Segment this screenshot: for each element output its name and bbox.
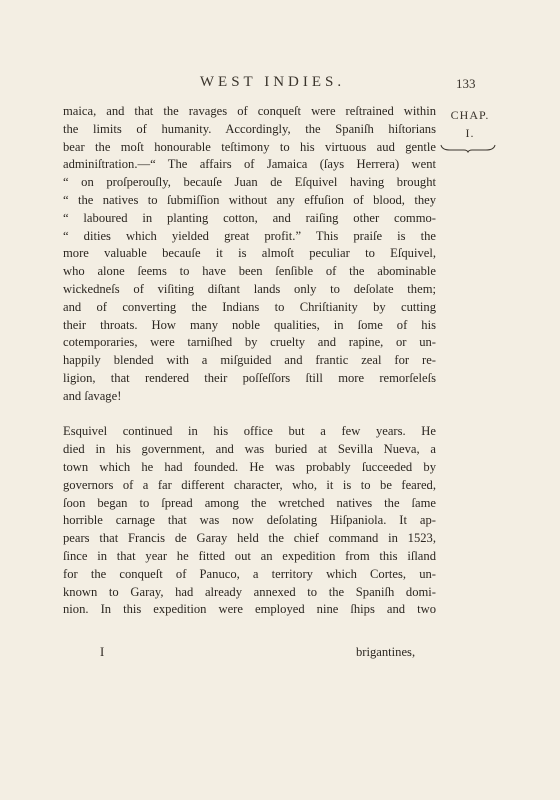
text-line: the limits of humanity. Accordingly, the Spaniſh hiſtorians bbox=[63, 121, 436, 136]
signature-mark: I bbox=[100, 645, 105, 659]
text-line: known to Garay, had already annexed to the Spaniſh domi- bbox=[63, 584, 436, 599]
text-line: pears that Francis de Garay held the chief command in 1523, bbox=[63, 531, 436, 546]
text-line: died in his government, and was buried at Sevilla Nueva, a bbox=[63, 442, 436, 457]
text-line: “ laboured in planting cotton, and raiſing other commo- bbox=[63, 210, 436, 225]
chapter-number: I. bbox=[465, 126, 475, 140]
text-line: governors of a far different character, who, it is to be feared, bbox=[63, 477, 436, 492]
chapter-label: CHAP. bbox=[450, 108, 490, 122]
chapter-marker bbox=[440, 108, 500, 141]
text-line: ligion, that rendered their poſſeſſors ſtill more remorſeleſs bbox=[63, 370, 436, 385]
text-line: and ſavage! bbox=[63, 388, 122, 403]
text-line: “ on proſperouſly, becauſe Juan de Eſquivel having brought bbox=[63, 175, 436, 190]
page-number: 133 bbox=[456, 76, 476, 91]
paragraph-1 bbox=[63, 103, 436, 406]
text-line: Esquivel continued in his office but a few years. He bbox=[63, 424, 436, 439]
paragraph-2 bbox=[63, 423, 436, 619]
text-line: “ the natives to ſubmiſſion without any effuſion of blood, they bbox=[63, 192, 436, 207]
text-line: adminiſtration.—“ The affairs of Jamaica (ſays Herrera) went bbox=[63, 157, 436, 172]
text-line: more valuable becauſe it is almoſt peculiar to Eſquivel, bbox=[63, 246, 436, 261]
text-line: and of converting the Indians to Chriſtianity by cutting bbox=[63, 299, 436, 314]
text-line: happily blended with a miſguided and frantic zeal for re- bbox=[63, 353, 436, 368]
catchword: brigantines, bbox=[356, 645, 416, 659]
text-line: cotemporaries, were tarniſhed by cruelty and rapine, or un- bbox=[63, 335, 436, 350]
text-line: town which he had founded. He was probably ſucceeded by bbox=[63, 459, 436, 474]
text-line: who alone ſeems to have been ſenſible of the abominable bbox=[63, 264, 436, 279]
text-line: their throats. How many noble qualities, in ſome of his bbox=[63, 317, 436, 332]
running-title: WEST INDIES. bbox=[199, 74, 346, 90]
body-text bbox=[63, 103, 436, 619]
text-line: ſoon began to ſpread among the wretched natives the ſame bbox=[63, 495, 436, 510]
text-line: for the conqueſt of Panuco, a territory which Cortes, un- bbox=[63, 566, 436, 581]
text-line: maica, and that the ravages of conqueſt were reſtrained within bbox=[63, 104, 436, 118]
text-line: nion. In this expedition were employed nine ſhips and two bbox=[63, 602, 436, 617]
text-line: bear the moſt honourable teſtimony to his virtuous aud gentle bbox=[63, 139, 436, 154]
text-line: ſince in that year he fitted out an expedition from this iſland bbox=[63, 548, 436, 563]
text-line: horrible carnage that was now deſolating Hiſpaniola. It ap- bbox=[63, 513, 436, 528]
text-line: “ dities which yielded great profit.” This praiſe is the bbox=[63, 228, 436, 243]
text-line: wickedneſs of viſiting diſtant lands only to deſolate them; bbox=[63, 281, 436, 296]
chapter-brace-icon bbox=[440, 143, 496, 153]
